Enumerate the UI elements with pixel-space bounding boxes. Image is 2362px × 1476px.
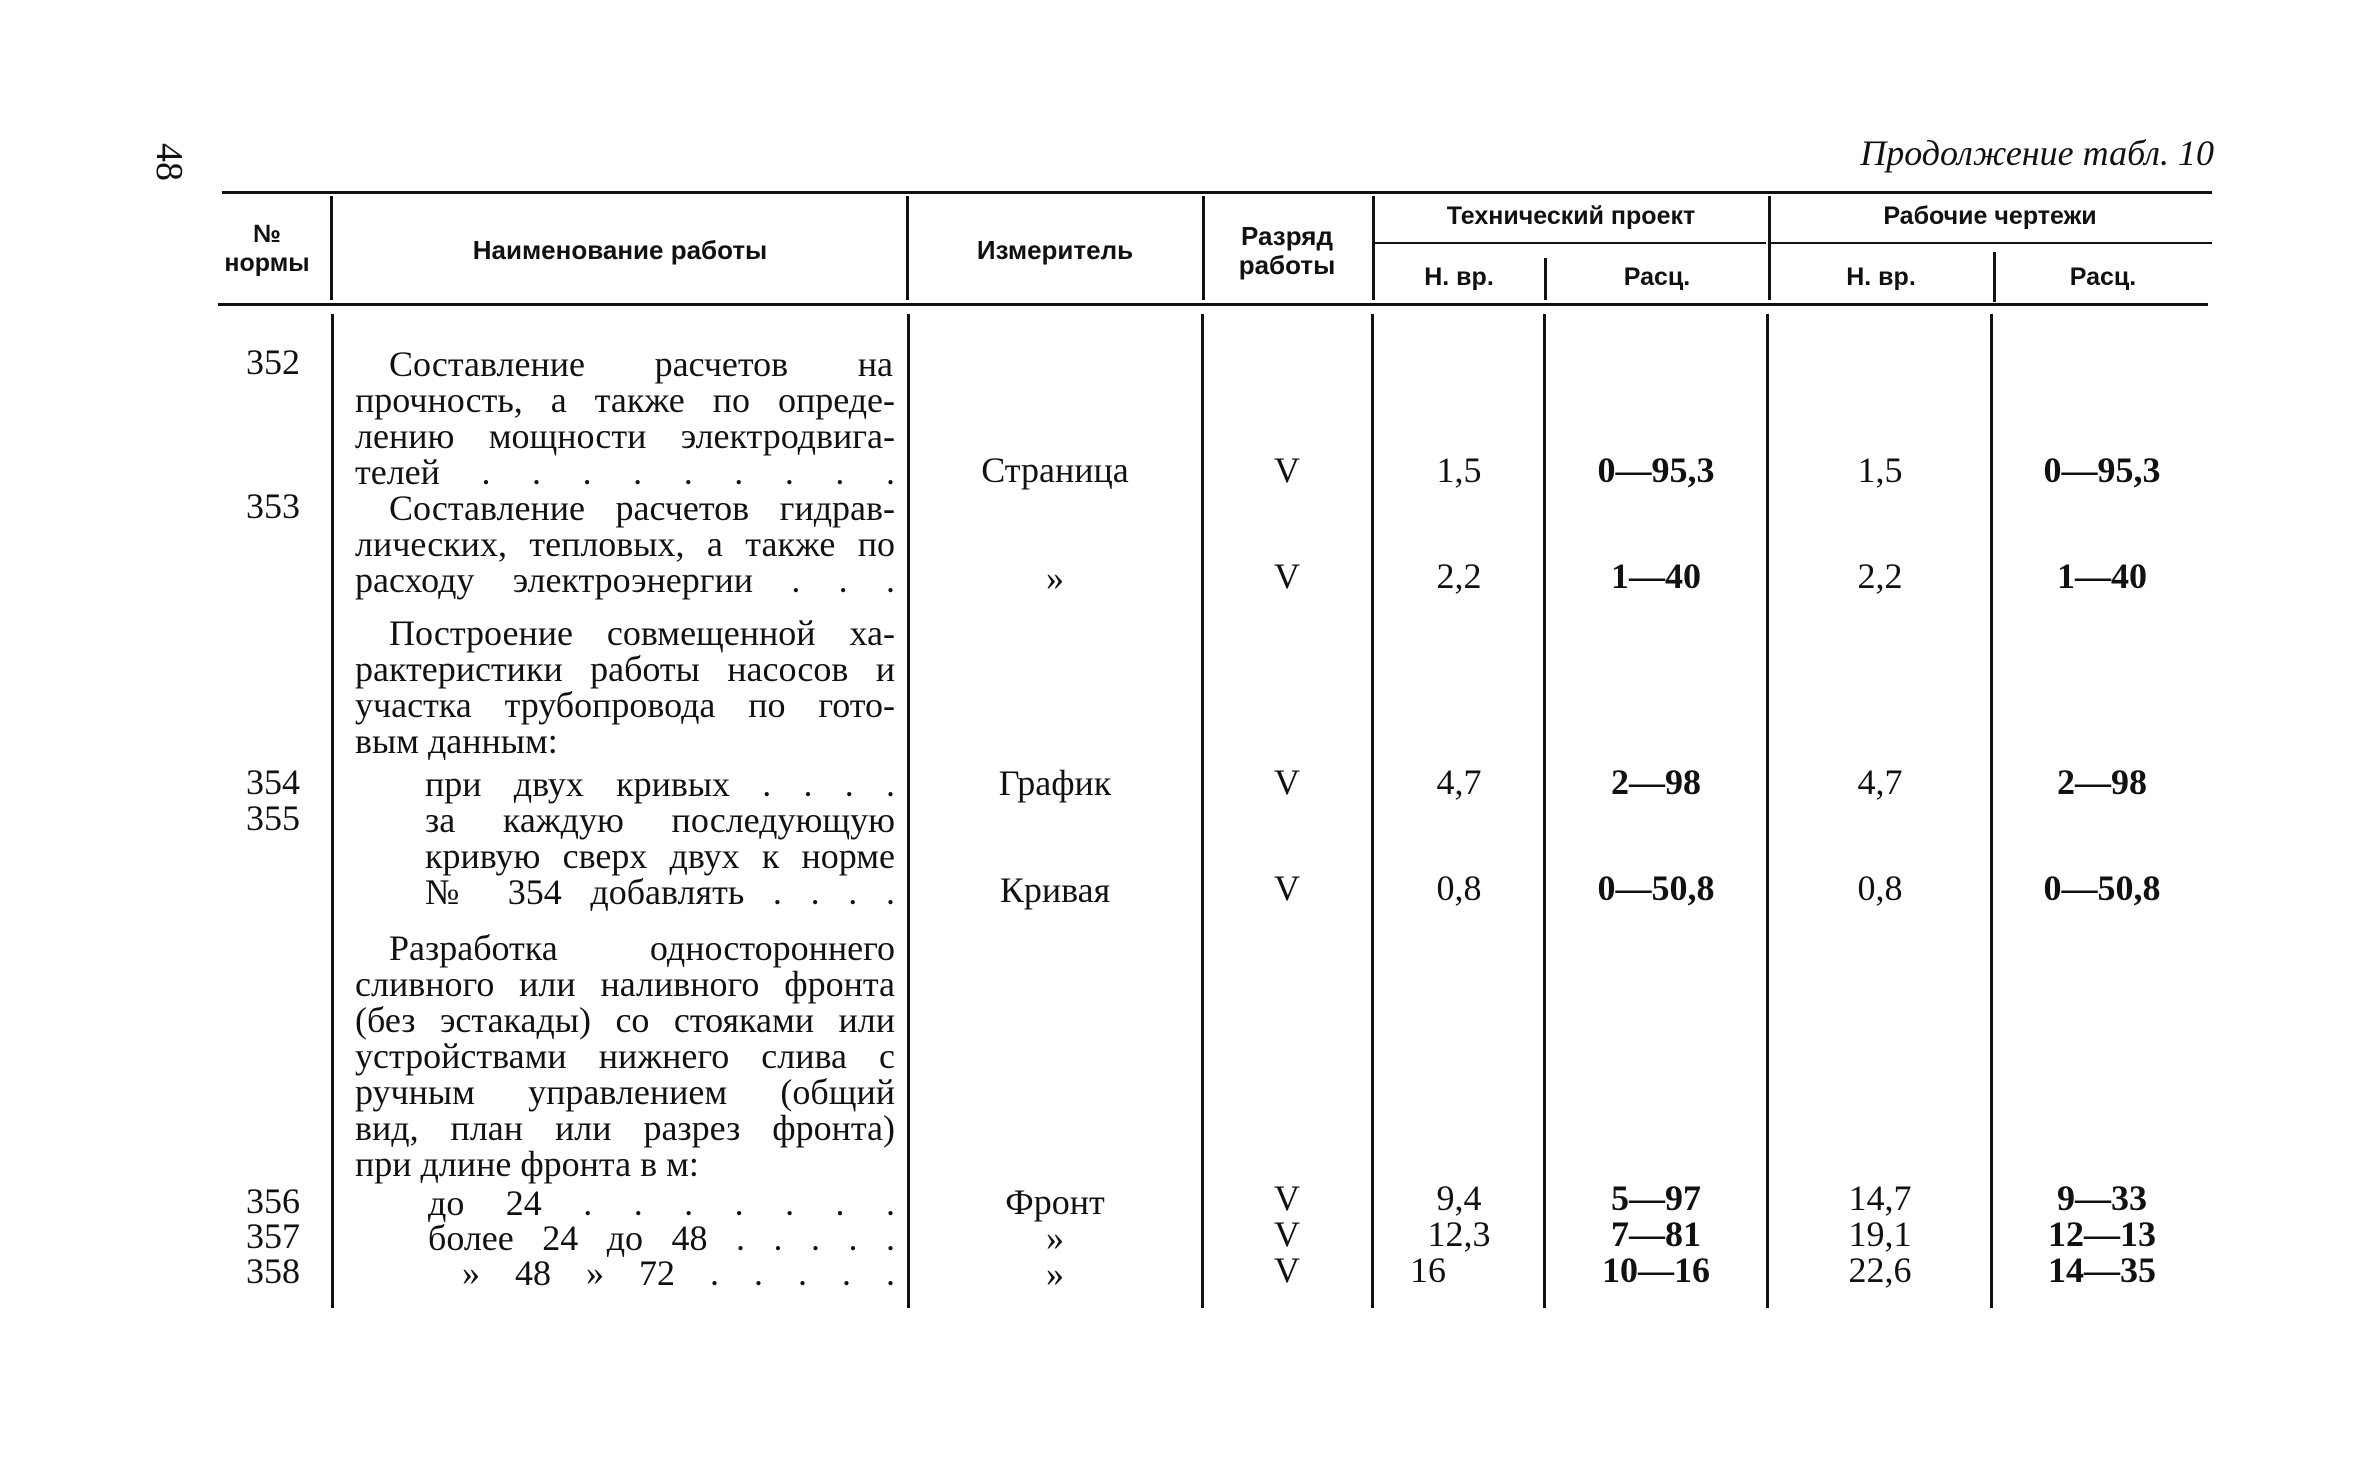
grade-cell: V [1274, 762, 1300, 802]
page-number: 48 [148, 143, 190, 181]
wd-norm-time-cell: 2,2 [1857, 556, 1903, 596]
work-description: при двух кривых . . . . [425, 764, 895, 804]
work-description: за каждую последующую кривую сверх двух к норме № 354 добавлять . . . . [425, 800, 895, 912]
header-unit: Измеритель [976, 235, 1134, 265]
table-continuation-caption: Продолжение табл. 10 [1860, 133, 2214, 173]
tp-norm-time-cell: 9,4 [1436, 1178, 1482, 1218]
work-description: Составление расчетов на прочность, а также по опреде- лению мощности электродвига- телей . . . . . . . . . [355, 344, 895, 492]
wd-norm-time-cell: 19,1 [1848, 1214, 1912, 1254]
work-drawings-subrule [1768, 242, 2212, 244]
wd-rate-cell: 0—50,8 [2043, 868, 2161, 908]
work-description: более 24 до 48 . . . . . [428, 1218, 895, 1258]
unit-cell: Страница [981, 450, 1129, 490]
norm-number: 354 [246, 762, 300, 802]
tp-norm-time-cell: 2,2 [1436, 556, 1482, 596]
group-intro: Разработка одностороннего сливного или наливного фронта (без эстакады) со стояками или устройствами нижнего слива с ручным управлением (общий вид, план или разрез фронта) при длине фронта в м: [355, 928, 895, 1184]
table-top-rule [222, 191, 2212, 194]
grade-cell: V [1274, 450, 1300, 490]
header-bottom-rule [218, 303, 2208, 306]
tp-norm-time-cell: 0,8 [1436, 868, 1482, 908]
wd-norm-time-cell: 0,8 [1857, 868, 1903, 908]
norm-number: 352 [246, 342, 300, 382]
header-wd-rate: Расц. [2069, 263, 2137, 291]
grade-cell: V [1274, 556, 1300, 596]
tp-rate-cell: 1—40 [1611, 556, 1701, 596]
tp-rate-cell: 0—95,3 [1597, 450, 1715, 490]
grade-cell: V [1274, 868, 1300, 908]
header-tp-rate: Расц. [1623, 263, 1691, 291]
group-intro: Построение совмещенной ха- рактеристики работы насосов и участка трубопровода по гото- вым данным: [355, 613, 895, 761]
unit-cell: » [1046, 1254, 1064, 1294]
body-vline [1990, 314, 1993, 1308]
header-vline [906, 196, 909, 300]
header-tech-project: Технический проект [1446, 202, 1696, 230]
tech-project-subrule [1373, 242, 1766, 244]
grade-cell: V [1274, 1250, 1300, 1290]
unit-cell: » [1046, 558, 1064, 598]
wd-rate-cell: 12—13 [2048, 1214, 2156, 1254]
tp-norm-time-cell: 4,7 [1436, 762, 1482, 802]
wd-rate-cell: 9—33 [2057, 1178, 2147, 1218]
header-work-name: Наименование работы [472, 235, 768, 265]
norm-number: 356 [246, 1181, 300, 1221]
tp-rate-cell: 2—98 [1611, 762, 1701, 802]
unit-cell: Фронт [1005, 1182, 1105, 1222]
norm-number: 353 [246, 486, 300, 526]
wd-norm-time-cell: 14,7 [1848, 1178, 1912, 1218]
unit-cell: Кривая [999, 870, 1111, 910]
wd-norm-time-cell: 4,7 [1857, 762, 1903, 802]
body-vline [331, 314, 334, 1308]
header-work-drawings: Рабочие чертежи [1883, 202, 2097, 230]
wd-norm-time-cell: 1,5 [1857, 450, 1903, 490]
tp-rate-cell: 0—50,8 [1597, 868, 1715, 908]
grade-cell: V [1274, 1178, 1300, 1218]
work-description: до 24 . . . . . . . [428, 1183, 895, 1223]
tp-rate-cell: 5—97 [1611, 1178, 1701, 1218]
wd-norm-time-cell: 22,6 [1848, 1250, 1912, 1290]
work-description: Составление расчетов гидрав- лических, тепловых, а также по расходу электроэнергии . . . [355, 488, 895, 600]
header-wd-norm-time: Н. вр. [1846, 263, 1916, 291]
tp-norm-time-cell: 12,3 [1427, 1214, 1491, 1254]
wd-rate-cell: 1—40 [2057, 556, 2147, 596]
body-vline [1766, 314, 1769, 1308]
tp-norm-time-cell: 16 [1410, 1250, 1446, 1290]
norm-number: 357 [246, 1216, 300, 1256]
work-description: » 48 » 72 . . . . . [462, 1253, 895, 1293]
wd-rate-cell: 14—35 [2048, 1250, 2156, 1290]
header-vline [1544, 258, 1547, 300]
wd-rate-cell: 2—98 [2057, 762, 2147, 802]
grade-cell: V [1274, 1214, 1300, 1254]
tp-rate-cell: 10—16 [1602, 1250, 1710, 1290]
header-tp-norm-time: Н. вр. [1424, 263, 1494, 291]
unit-cell: » [1046, 1218, 1064, 1258]
header-grade: Разряд работы [1238, 221, 1336, 280]
norm-number: 358 [246, 1251, 300, 1291]
tp-norm-time-cell: 1,5 [1436, 450, 1482, 490]
unit-cell: График [998, 763, 1112, 803]
header-norm-number: № нормы [224, 220, 310, 277]
header-vline [330, 196, 333, 300]
wd-rate-cell: 0—95,3 [2043, 450, 2161, 490]
tp-rate-cell: 7—81 [1611, 1214, 1701, 1254]
norm-number: 355 [246, 798, 300, 838]
